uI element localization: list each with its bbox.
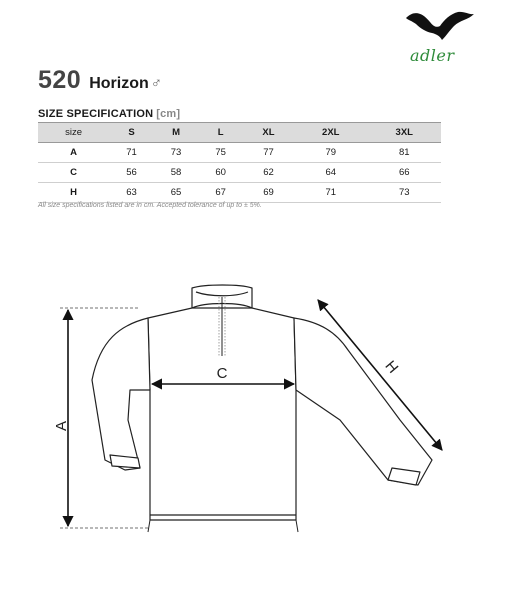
table-cell: 73 (154, 143, 199, 163)
eagle-icon (400, 6, 480, 46)
table-cell: 79 (294, 143, 367, 163)
table-cell: 67 (198, 183, 243, 203)
table-cell: 73 (368, 183, 442, 203)
table-row (38, 183, 441, 203)
product-code: 520 (38, 66, 82, 94)
hem-drawcords (148, 520, 298, 532)
tolerance-note: All size specifications listed are in cm. Accepted tolerance of up to ± 5%. (38, 202, 262, 209)
dimension-label-h: H (381, 357, 402, 377)
column-header: M (154, 123, 199, 143)
dimension-label-a: A (53, 420, 70, 432)
table-cell: 71 (109, 143, 154, 163)
table-cell: 75 (198, 143, 243, 163)
male-icon: ♂ (150, 75, 163, 92)
table-cell: 58 (154, 163, 199, 183)
size-spec-heading (38, 108, 180, 120)
garment-diagram (0, 270, 510, 570)
column-header: XL (243, 123, 294, 143)
table-cell: 71 (294, 183, 367, 203)
product-title (38, 66, 162, 96)
table-cell: 81 (368, 143, 442, 163)
size-table (38, 122, 441, 203)
table-cell: 66 (368, 163, 442, 183)
size-spec-unit: [cm] (156, 108, 181, 120)
table-cell: C (38, 163, 109, 183)
table-cell: 60 (198, 163, 243, 183)
column-header: size (38, 123, 109, 143)
column-header: 2XL (294, 123, 367, 143)
column-header: L (198, 123, 243, 143)
table-cell: H (38, 183, 109, 203)
size-table-header (38, 123, 441, 143)
table-cell: 77 (243, 143, 294, 163)
table-cell: 63 (109, 183, 154, 203)
table-cell: 56 (109, 163, 154, 183)
table-cell: 62 (243, 163, 294, 183)
dimension-label-c: C (216, 365, 228, 382)
column-header: S (109, 123, 154, 143)
table-cell: A (38, 143, 109, 163)
column-header: 3XL (368, 123, 442, 143)
brand-wordmark: adler (410, 46, 455, 65)
product-name: Horizon (89, 75, 149, 92)
table-cell: 65 (154, 183, 199, 203)
adler-logo (400, 6, 480, 68)
table-row (38, 163, 441, 183)
size-spec-heading-text: SIZE SPECIFICATION (38, 108, 154, 120)
table-cell: 69 (243, 183, 294, 203)
jacket-outline (92, 285, 432, 520)
table-row (38, 143, 441, 163)
table-cell: 64 (294, 163, 367, 183)
